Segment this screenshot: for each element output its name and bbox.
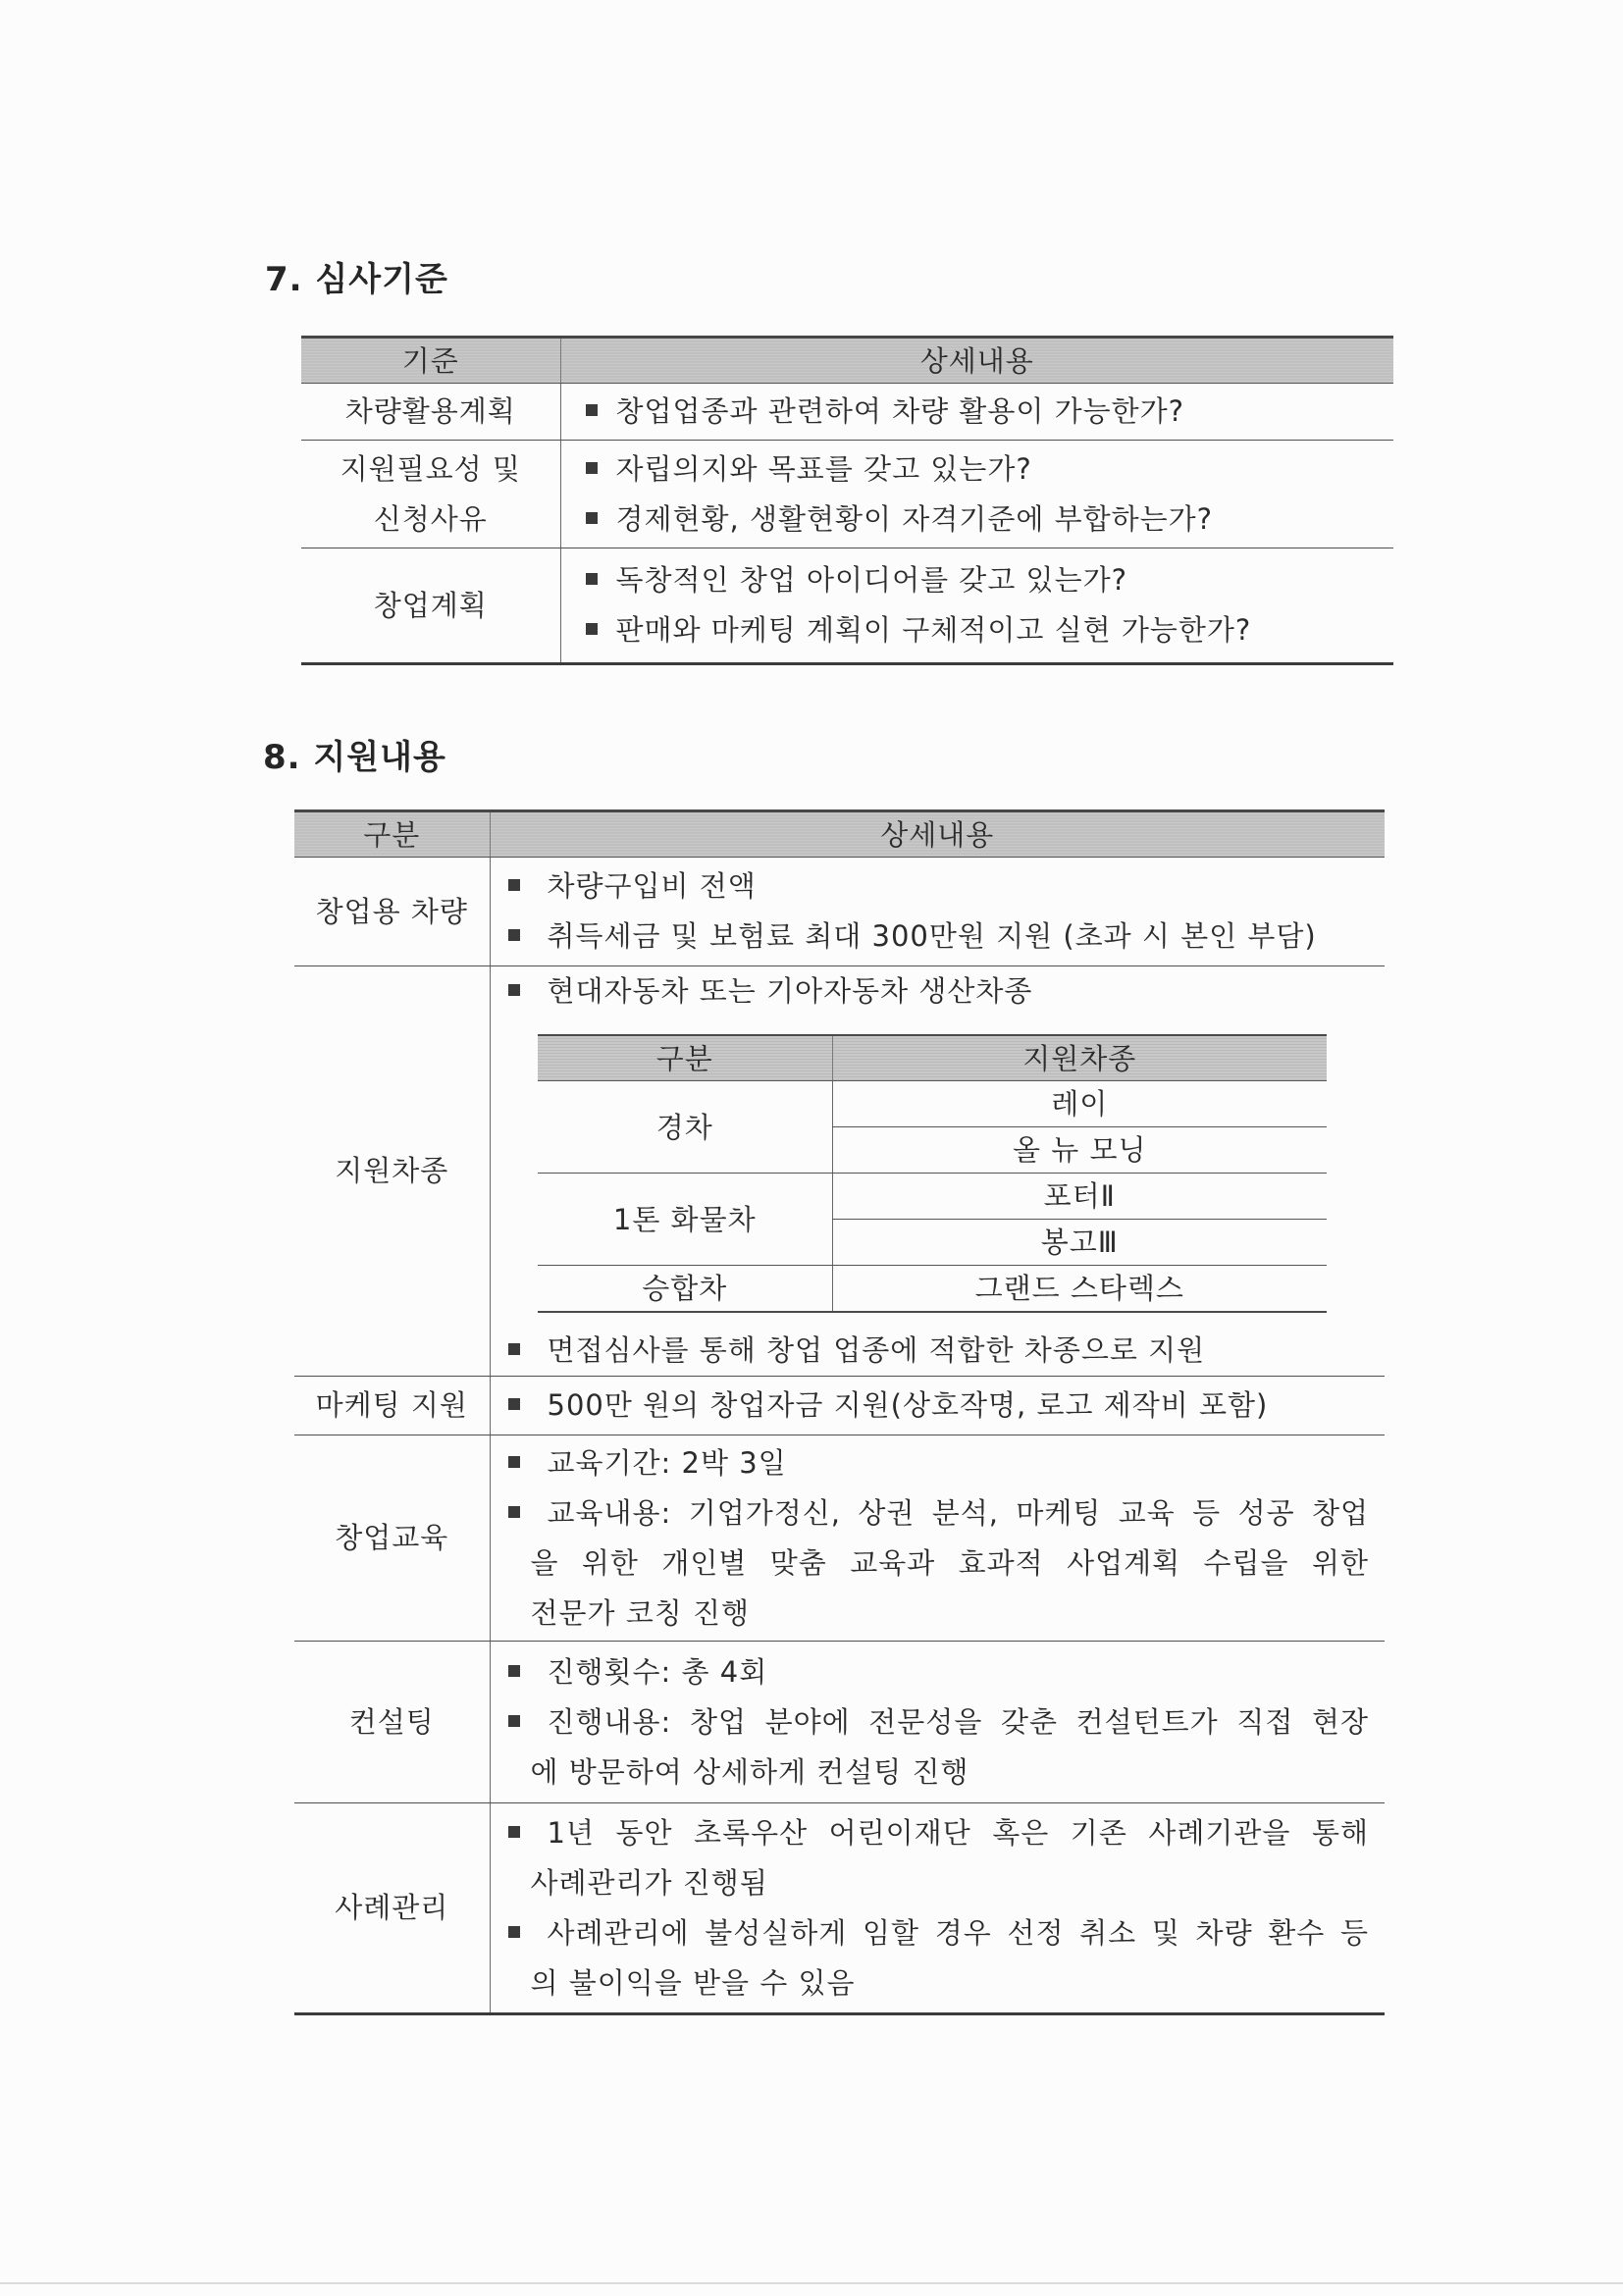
- table-row: [301, 384, 1393, 441]
- vehicle-category: 1톤 화물차: [538, 1174, 833, 1266]
- bullet-item: [508, 912, 1370, 962]
- table-row: [301, 441, 1393, 548]
- bullet-text: 현대자동차 또는 기아자동차 생산차종: [547, 974, 1033, 1008]
- column-header-criteria: 기준: [301, 338, 560, 384]
- vehicle-model: 올 뉴 모닝: [833, 1127, 1327, 1174]
- bullet-item: [508, 966, 1370, 1017]
- bullet-text: 자립의지와 목표를 갖고 있는가?: [615, 451, 1032, 486]
- bullet-text: 창업업종과 관련하여 차량 활용이 가능한가?: [615, 394, 1185, 428]
- criteria-label: [301, 548, 560, 664]
- bullet-item: [508, 1438, 1370, 1488]
- criteria-details: [560, 441, 1393, 548]
- bullet-item: [508, 1808, 1370, 1908]
- bullet-item: [508, 1381, 1370, 1431]
- square-bullet-icon: [508, 1343, 520, 1355]
- table-row: [294, 1435, 1385, 1642]
- criteria-label: [301, 441, 560, 548]
- bullet-text-continuation: 의 불이익을 받을 수 있음: [530, 1965, 856, 2000]
- bullet-text: 독창적인 창업 아이디어를 갖고 있는가?: [615, 563, 1127, 597]
- bullet-item: [508, 1908, 1370, 2009]
- column-header-details: 상세내용: [490, 811, 1385, 858]
- square-bullet-icon: [508, 1665, 520, 1677]
- vehicle-column-header-models: 지원차종: [833, 1035, 1327, 1081]
- bullet-item: [586, 555, 1379, 605]
- square-bullet-icon: [508, 1826, 520, 1838]
- criteria-details: [560, 548, 1393, 664]
- category-label: 사례관리: [294, 1803, 490, 2014]
- bullet-text: 취득세금 및 보험료 최대 300만원 지원 (초과 시 본인 부담): [547, 919, 1317, 953]
- vehicle-model-table: [538, 1034, 1327, 1313]
- bullet-text: 면접심사를 통해 창업 업종에 적합한 차종으로 지원: [547, 1333, 1206, 1367]
- bullet-text-continuation: 사례관리가 진행됨: [530, 1865, 768, 1900]
- bullet-item: [586, 495, 1379, 545]
- column-header-details: 상세내용: [560, 338, 1393, 384]
- category-details: [490, 966, 1385, 1377]
- square-bullet-icon: [508, 879, 520, 891]
- table-row: [294, 966, 1385, 1377]
- square-bullet-icon: [508, 1398, 520, 1410]
- bullet-text-continuation: 에 방문하여 상세하게 컨설팅 진행: [530, 1754, 969, 1789]
- category-details: [490, 1435, 1385, 1642]
- bullet-item: [508, 861, 1370, 912]
- vehicle-row: [538, 1266, 1327, 1313]
- scan-edge-line: [0, 2282, 1623, 2284]
- bullet-text: 사례관리에 불성실하게 임할 경우 선정 취소 및 차량 환수 등: [547, 1915, 1369, 1950]
- bullet-item: [508, 1647, 1370, 1697]
- square-bullet-icon: [586, 623, 598, 635]
- square-bullet-icon: [508, 984, 520, 996]
- table-row: [301, 548, 1393, 664]
- section-heading-support-details: 8. 지원내용: [263, 738, 446, 777]
- bullet-text: 경제현황, 생활현황이 자격기준에 부합하는가?: [615, 501, 1214, 536]
- table-row: [294, 1377, 1385, 1435]
- category-label: 컨설팅: [294, 1642, 490, 1803]
- vehicle-category: 경차: [538, 1081, 833, 1174]
- column-header-category: 구분: [294, 811, 490, 858]
- category-details: [490, 1377, 1385, 1435]
- vehicle-model: 포터Ⅱ: [833, 1174, 1327, 1220]
- support-details-table: [294, 809, 1385, 2015]
- vehicle-model: 그랜드 스타렉스: [833, 1266, 1327, 1313]
- section-heading-evaluation-criteria: 7. 심사기준: [265, 260, 448, 299]
- vehicle-row: [538, 1174, 1327, 1220]
- criteria-label-line: 신청사유: [373, 501, 488, 536]
- square-bullet-icon: [508, 1506, 520, 1518]
- bullet-text: 차량구입비 전액: [547, 869, 757, 903]
- bullet-text-continuation: 을 위한 개인별 맞춤 교육과 효과적 사업계획 수립을 위한: [530, 1545, 1369, 1580]
- table-row: [294, 858, 1385, 966]
- square-bullet-icon: [586, 573, 598, 585]
- bullet-text: 1년 동안 초록우산 어린이재단 혹은 기존 사례기관을 통해: [547, 1815, 1369, 1850]
- table-row: [294, 1803, 1385, 2014]
- vehicle-model: 봉고Ⅲ: [833, 1220, 1327, 1266]
- category-details: [490, 1642, 1385, 1803]
- category-label: 마케팅 지원: [294, 1377, 490, 1435]
- vehicle-row: [538, 1081, 1327, 1127]
- criteria-label: [301, 384, 560, 441]
- table-row: [294, 1642, 1385, 1803]
- bullet-text: 진행내용: 창업 분야에 전문성을 갖춘 컨설턴트가 직접 현장: [547, 1704, 1369, 1739]
- square-bullet-icon: [586, 512, 598, 524]
- square-bullet-icon: [508, 1926, 520, 1938]
- criteria-details: [560, 384, 1393, 441]
- table-header-row: [301, 338, 1393, 384]
- category-details: [490, 1803, 1385, 2014]
- category-label: 창업용 차량: [294, 858, 490, 966]
- bullet-text: 판매와 마케팅 계획이 구체적이고 실현 가능한가?: [615, 613, 1252, 647]
- bullet-item: [586, 605, 1379, 655]
- bullet-item: [508, 1697, 1370, 1798]
- bullet-text: 진행횟수: 총 4회: [547, 1654, 768, 1689]
- category-label: 창업교육: [294, 1435, 490, 1642]
- square-bullet-icon: [508, 1715, 520, 1727]
- square-bullet-icon: [586, 404, 598, 416]
- evaluation-criteria-table: [301, 336, 1393, 665]
- vehicle-table-header-row: [538, 1035, 1327, 1081]
- bullet-item: [508, 1488, 1370, 1639]
- bullet-text: 교육기간: 2박 3일: [547, 1445, 787, 1480]
- vehicle-category: 승합차: [538, 1266, 833, 1313]
- criteria-label-line: 창업계획: [373, 588, 488, 622]
- bullet-item: [586, 444, 1379, 495]
- bullet-text: 500만 원의 창업자금 지원(상호작명, 로고 제작비 포함): [547, 1388, 1269, 1422]
- vehicle-model: 레이: [833, 1081, 1327, 1127]
- category-details: [490, 858, 1385, 966]
- criteria-label-line: 지원필요성 및: [340, 451, 521, 486]
- vehicle-column-header-category: 구분: [538, 1035, 833, 1081]
- bullet-item: [586, 387, 1379, 437]
- criteria-label-line: 차량활용계획: [344, 394, 516, 428]
- category-label: 지원차종: [294, 966, 490, 1377]
- bullet-text: 교육내용: 기업가정신, 상권 분석, 마케팅 교육 등 성공 창업: [547, 1495, 1369, 1530]
- bullet-item: [508, 1326, 1370, 1376]
- square-bullet-icon: [586, 462, 598, 474]
- bullet-text-continuation: 전문가 코칭 진행: [530, 1595, 751, 1630]
- square-bullet-icon: [508, 929, 520, 941]
- square-bullet-icon: [508, 1456, 520, 1468]
- table-header-row: [294, 811, 1385, 858]
